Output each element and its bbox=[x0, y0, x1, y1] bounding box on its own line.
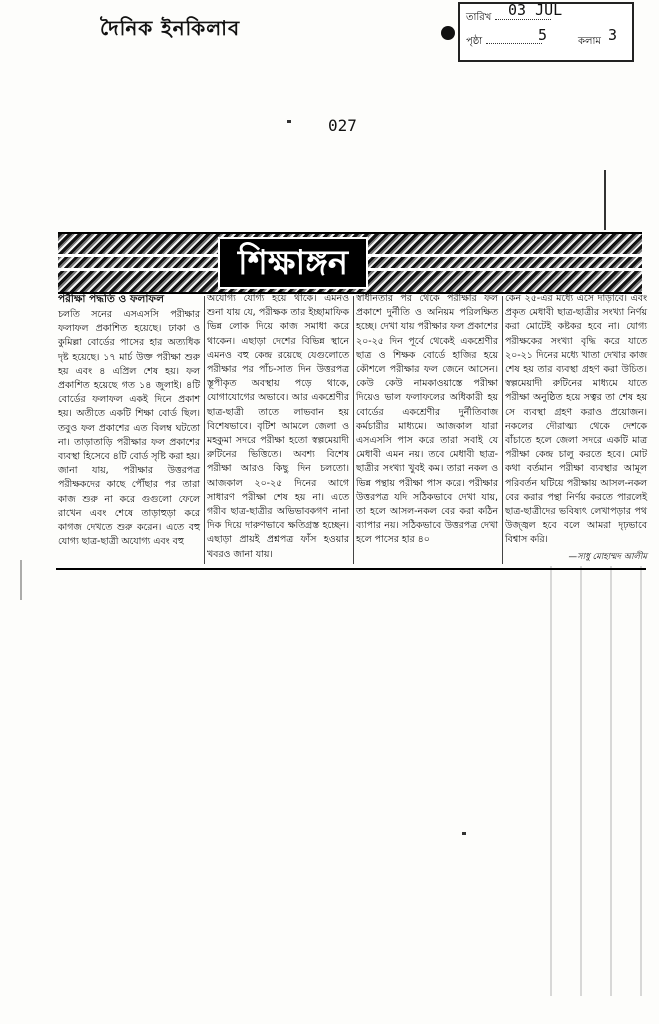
scan-noise-line bbox=[604, 170, 606, 230]
article-column-4 bbox=[505, 292, 647, 564]
article-column-1 bbox=[58, 292, 200, 549]
column-rule bbox=[353, 296, 354, 564]
article-column-2 bbox=[207, 292, 349, 562]
ink-speck bbox=[287, 120, 291, 123]
section-banner bbox=[58, 232, 642, 294]
stamp-column-value: 3 bbox=[608, 26, 618, 44]
stamp-page-value: 5 bbox=[538, 26, 548, 44]
page-number: 027 bbox=[328, 116, 357, 135]
column-rule bbox=[204, 296, 205, 564]
article-text-col4: কেন ২৫-এর মধ্যে এসে দাঁড়াবে। এবং প্রকৃত মেধাবী ছাত্র-ছাত্রীর সংখ্যা নির্ণয় করা মোটেই কষ্টকর হবে না। যোগ্য পরীক্ষকের সংখ্যা বৃদ্ধি করে যাতে ২০-২১ দিনের মধ্যে খাতা দেখার কাজ শেষ হয় তার ব্যবস্থা গ্রহণ করা উচিত। স্বল্পমেয়াদী রুটিনের মাধ্যমে যাতে পরীক্ষা অনুষ্ঠিত হয়ে সত্বর তা শেষ হয় সে ব্যবস্থা গ্রহণ করাও প্রয়োজন। নকলের দৌরাত্ম্য থেকে দেশকে বাঁচাতে হলে জেলা সদরে একটি মাত্র পরীক্ষা কেন্দ্র চালু করতে হবে। মোট কথা বর্তমান পরীক্ষা ব্যবস্থার আমূল পরিবর্তন ঘটিয়ে পরীক্ষায় আসল-নকল বের করার পন্থা নির্ণয় করতে পারলেই ছাত্র-ছাত্রীদের ভবিষ্যৎ লেখাপড়ার পথ উজ্জ্বল হবে বলে আমরা দৃঢ়ভাবে বিশ্বাস করি। bbox=[505, 293, 647, 546]
article-text-col1: চলতি সনের এসএসসি পরীক্ষার ফলাফল প্রকাশিত হয়েছে। ঢাকা ও কুমিল্লা বোর্ডের পাসের হার অত্যধিক দৃষ্ট হয়েছে। ১৭ মার্চ উক্ত পরীক্ষা শুরু হয় এবং ৪ এপ্রিল শেষ হয়। ফল প্রকাশিত হয়েছে গত ১৪ জুলাই। ৪টি বোর্ডের ফলাফল একই দিনে প্রকাশ হয়। অতীতে একটি শিক্ষা বোর্ড ছিল। তবুও ফল প্রকাশের এত বিলম্ব ঘটতো না। তাড়াতাড়ি পরীক্ষার ফল প্রকাশের ব্যবস্থা হিসেবে ৪টি বোর্ড সৃষ্টি করা হয়। জানা যায়, পরীক্ষার উত্তরপত্র পরীক্ষকদের কাছে পৌঁছার পর তারা কাজ শুরু না করে গুগুলো ফেলে রাখেন এবং শেষে তাড়াহুড়া করে কাগজ দেখতে শুরু করেন। এতে বহু যোগ্য ছাত্র-ছাত্রী অযোগ্য এবং বহু bbox=[58, 309, 200, 548]
article-text-col3: স্বাধীনতার পর থেকে পরীক্ষার ফল প্রকাশে দুর্নীতি ও অনিয়ম পরিলক্ষিত হচ্ছে। দেখা যায় পরীক্ষার ফল প্রকাশের ২০-২৫ দিন পূর্বে থেকেই একশ্রেণীর ছাত্র ও শিক্ষক বোর্ডে হাজির হয়ে কৌশলে পরীক্ষার ফল জেনে আসেন। কেউ কেউ নামকাওয়াস্তে পরীক্ষা দিয়েও ভাল ফলাফলের অধিকারী হয় বোর্ডের একশ্রেণীর দুর্নীতিবাজ কর্মচারীর মাধ্যমে। আজকাল যারা এসএসসি পাস করে তারা সবাই যে মেধাবী এমন নয়। তবে মেধাবী ছাত্র-ছাত্রীর সংখ্যা খুবই কম। তারা নকল ও ভিন্ন পন্থায় পরীক্ষা পাস করে। পরীক্ষার উত্তরপত্র যদি সঠিকভাবে দেখা যায়, তা হলে আসল-নকল বের করা কঠিন ব্যাপার নয়। সঠিকভাবে উত্তরপত্র দেখা হলে পাসের হার ৪০ bbox=[356, 293, 498, 546]
article-headline: পরীক্ষা পদ্ধতি ও ফলাফল bbox=[58, 293, 164, 305]
article bbox=[56, 292, 646, 570]
stamp-date-value: 03 JUL bbox=[508, 1, 563, 19]
column-rule bbox=[502, 296, 503, 564]
stamp-page-row bbox=[466, 34, 546, 51]
section-title: শিক্ষাঙ্গন bbox=[218, 237, 368, 289]
article-byline: —সাধু মোহাম্মদ আলীম bbox=[568, 551, 647, 562]
stamp-column-label: কলাম bbox=[578, 36, 601, 47]
scan-noise-speck bbox=[462, 832, 466, 835]
newspaper-masthead: দৈনিক ইনকিলাব bbox=[100, 16, 241, 40]
bleed-through-texture bbox=[536, 566, 644, 996]
article-column-3 bbox=[356, 292, 498, 548]
scan-noise-line bbox=[20, 560, 22, 600]
article-text-col2: অযোগ্য যোগ্য হয়ে থাকে। এমনও শুনা যায় যে, পরীক্ষক তার ইচ্ছামাফিক ভিন্ন লোক দিয়ে কাজ সমাধা করে থাকেন। এছাড়া দেশের বিভিন্ন স্থানে এমনও বহু কেন্দ্র রয়েছে যেগুলোতে পরীক্ষার পর পাঁচ-সাত দিন উত্তরপত্র স্তূপীকৃত অবস্থায় পড়ে থাকে, যোগাযোগের অভাবে। আর একশ্রেণীর ছাত্র-ছাত্রী তাতে লাভবান হয় বিশেষভাবে। বৃটিশ আমলে জেলা ও মহকুমা সদরে পরীক্ষা হতো স্বল্পমেয়াদী রুটিনের ভিত্তিতে। অবশ্য বিশেষ পরীক্ষা আরও কিছু দিন চলতো। আজকাল ২০-২৫ দিনের আগে সাধারণ পরীক্ষা শেষ হয় না। এতে গরীব ছাত্র-ছাত্রীর অভিভাবকগণ নানা দিক দিয়ে দারুণভাবে ক্ষতিগ্রস্ত হচ্ছেন। এছাড়া প্রায়ই প্রশ্নপত্র ফাঁস হওয়ার খবরও জানা যায়। bbox=[207, 293, 349, 560]
stamp-page-label: পৃষ্ঠা bbox=[466, 36, 483, 47]
stamp-hole-dot bbox=[441, 26, 455, 40]
stamp-date-label: তারিখ bbox=[466, 12, 492, 23]
archive-stamp bbox=[458, 2, 634, 62]
